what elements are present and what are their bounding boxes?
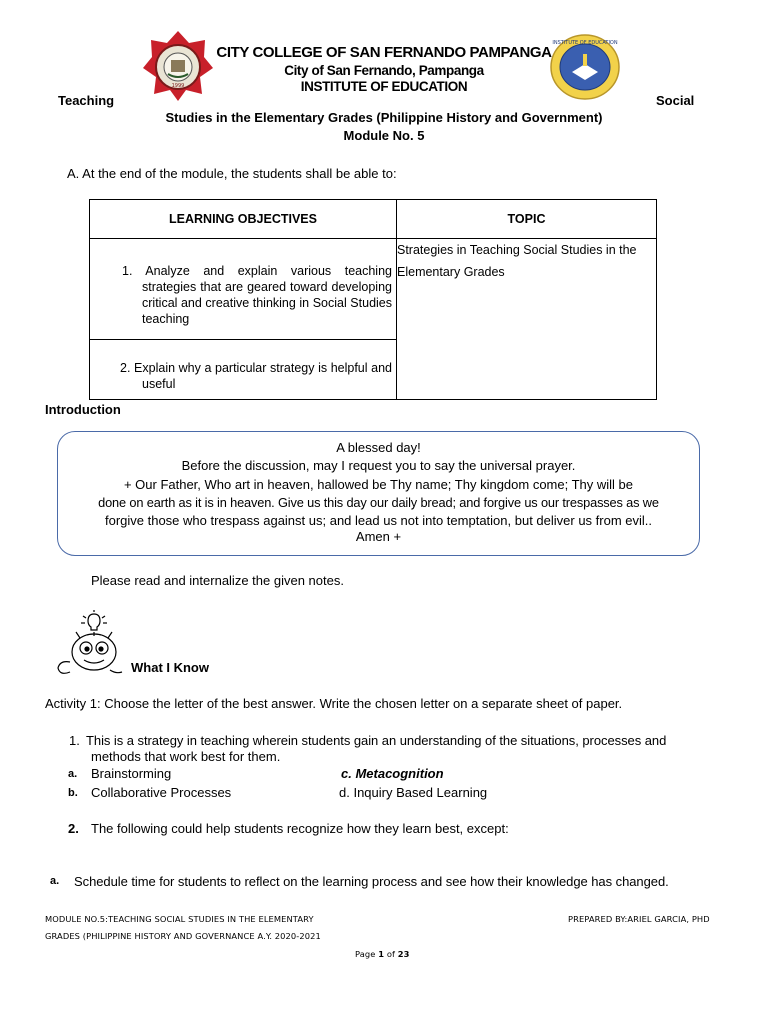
what-i-know-heading: What I Know [131, 660, 209, 675]
activity-instructions: Activity 1: Choose the letter of the best answer. Write the chosen letter on a separate sheet of paper. [45, 696, 623, 711]
topic-text: Strategies in Teaching Social Studies in the Elementary Grades [397, 243, 637, 279]
page-current: 1 [378, 949, 385, 959]
objective-cell-1 [90, 239, 397, 340]
objectives-intro: A. At the end of the module, the students shall be able to: [67, 166, 397, 181]
objectives-header: LEARNING OBJECTIVES [90, 200, 397, 239]
seal-text: INSTITUTE OF EDUCATION [552, 40, 618, 46]
page-number [355, 949, 410, 959]
objective-num: 2. [120, 361, 131, 375]
question-2-text: The following could help students recognize how they learn best, except: [91, 821, 509, 836]
objective-text: Analyze and explain various teaching strategies that are geared toward developing critical and creative thinking in Social Studies teaching [142, 264, 392, 326]
footer-prepared-by: PREPARED BY:ARIEL GARCIA, PHD [568, 914, 710, 924]
college-seal-logo [142, 30, 214, 102]
introduction-heading: Introduction [45, 402, 121, 417]
objectives-table [89, 199, 657, 400]
prayer-line: Amen + [355, 529, 402, 544]
topic-header: TOPIC [397, 200, 657, 239]
prayer-line: Before the discussion, may I request you to say the universal prayer. [181, 458, 576, 473]
institute-name: INSTITUTE OF EDUCATION [300, 79, 468, 94]
objective-num: 1. [122, 264, 133, 278]
option-d-text: d. Inquiry Based Learning [339, 785, 488, 800]
footer-module-line2: GRADES (PHILIPPINE HISTORY AND GOVERNANCE A.Y. 2020-2021 [45, 931, 321, 941]
question-2-num: 2. [68, 821, 79, 836]
prayer-line: done on earth as it is in heaven. Give us this day our daily bread; and forgive us our trespasses as we [98, 495, 659, 510]
prayer-line: A blessed day! [336, 440, 421, 455]
read-note: Please read and internalize the given notes. [91, 573, 344, 588]
question-1-text: methods that work best for them. [91, 749, 281, 764]
option-c-text: c. Metacognition [341, 766, 444, 781]
question-1-num: 1. [69, 733, 80, 748]
objective-text: Explain why a particular strategy is helpful and useful [134, 361, 392, 391]
course-title-right: Social [656, 93, 695, 108]
question-2-option-a-letter: a. [50, 875, 60, 887]
option-a-letter: a. [68, 768, 78, 780]
module-number: Module No. 5 [343, 128, 425, 143]
course-title-left: Teaching [58, 93, 115, 108]
page-prefix: Page [355, 949, 379, 959]
seal-year: 1999 [171, 83, 185, 89]
prayer-line: forgive those who trespass against us; and lead us not into temptation, but deliver us from evil.. [104, 513, 653, 528]
page-of: of [384, 949, 398, 959]
prayer-line: + Our Father, Who art in heaven, hallowed be Thy name; Thy kingdom come; Thy will be [123, 477, 634, 492]
objective-cell-2 [90, 340, 397, 400]
page-total: 23 [397, 949, 410, 959]
option-b-text: Collaborative Processes [91, 785, 232, 800]
question-2-option-a-text: Schedule time for students to reflect on the learning process and see how their knowledge has changed. [74, 874, 669, 889]
college-name: CITY COLLEGE OF SAN FERNANDO PAMPANGA [216, 44, 552, 61]
option-a-text: Brainstorming [91, 766, 172, 781]
question-1-text: This is a strategy in teaching wherein students gain an understanding of the situations, processes and [86, 733, 667, 748]
institute-seal-logo [550, 34, 620, 100]
option-b-letter: b. [68, 787, 78, 799]
course-subtitle: Studies in the Elementary Grades (Philippine History and Government) [165, 110, 603, 125]
college-city: City of San Fernando, Pampanga [284, 63, 484, 78]
footer-module-line1: MODULE NO.5:TEACHING SOCIAL STUDIES IN THE ELEMENTARY [45, 914, 314, 924]
thinking-mascot-icon [50, 610, 130, 680]
topic-cell [397, 239, 657, 400]
